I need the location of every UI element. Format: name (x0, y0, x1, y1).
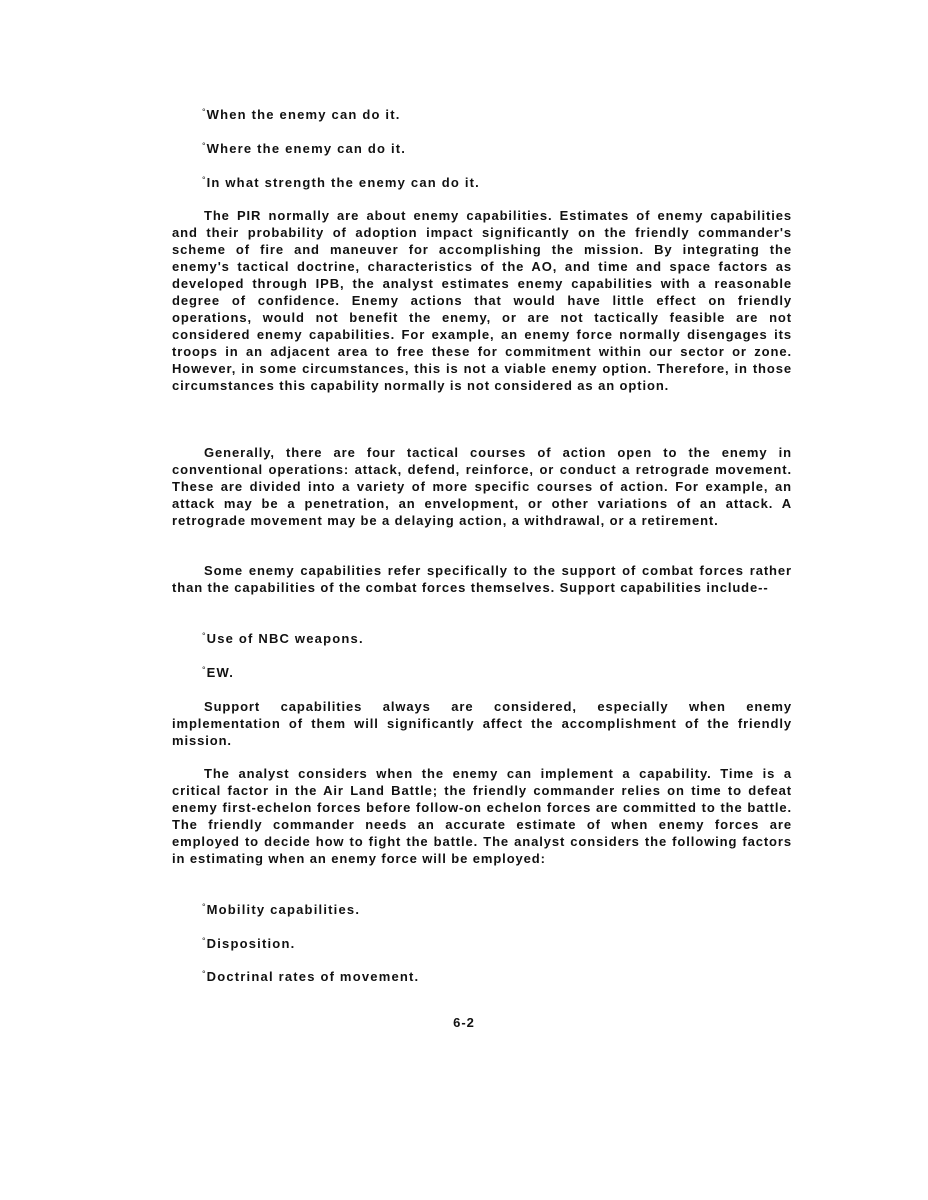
bullet-text: EW. (206, 665, 235, 680)
bullet-item (202, 969, 419, 984)
bullet-item (202, 631, 364, 646)
bullet-text: In what strength the enemy can do it. (206, 175, 480, 190)
degree-bullet-symbol: ° (202, 141, 206, 151)
bullet-item (202, 175, 480, 190)
bullet-item (202, 107, 401, 122)
paragraph-courses-of-action: Generally, there are four tactical courses of action open to the enemy in conventional operations: attack, defend, reinforce, or conduct a retrograde movement. These are divided into a variety of more specific courses of action. For example, an attack may be a penetration, an envelopment, or other variations of an attack. A retrograde movement may be a delaying action, a withdrawal, or a retirement. (172, 445, 792, 528)
bullet-text: Where the enemy can do it. (206, 141, 407, 156)
degree-bullet-symbol: ° (202, 631, 206, 641)
degree-bullet-symbol: ° (202, 175, 206, 185)
bullet-text: When the enemy can do it. (206, 107, 401, 122)
bullet-item (202, 936, 295, 951)
bullet-text: Mobility capabilities. (206, 902, 361, 917)
page-number: 6-2 (453, 1015, 475, 1030)
paragraph-time-factor: The analyst considers when the enemy can implement a capability. Time is a critical factor in the Air Land Battle; the friendly commander relies on time to defeat enemy first-echelon forces before follow-on echelon forces are committed to the battle. The friendly commander needs an accurate estimate of when enemy forces are employed to decide how to fight the battle. The analyst considers the following factors in estimating when an enemy force will be employed: (172, 766, 792, 866)
bullet-item (202, 902, 360, 917)
degree-bullet-symbol: ° (202, 969, 206, 979)
bullet-item (202, 141, 406, 156)
degree-bullet-symbol: ° (202, 665, 206, 675)
degree-bullet-symbol: ° (202, 107, 206, 117)
degree-bullet-symbol: ° (202, 936, 206, 946)
paragraph-support-considered: Support capabilities always are considered, especially when enemy implementation of them will significantly affect the accomplishment of the friendly mission. (172, 699, 792, 748)
bullet-text: Use of NBC weapons. (206, 631, 364, 646)
bullet-item (202, 665, 234, 680)
paragraph-support-capabilities: Some enemy capabilities refer specifically to the support of combat forces rather than the capabilities of the combat forces themselves. Support capabilities include-- (172, 563, 792, 595)
bullet-text: Doctrinal rates of movement. (206, 969, 420, 984)
paragraph-enemy-capabilities: The PIR normally are about enemy capabilities. Estimates of enemy capabilities and their probability of adoption impact significantly on the friendly commander's scheme of fire and maneuver for accomplishing the mission. By integrating the enemy's tactical doctrine, characteristics of the AO, and time and space factors as developed through IPB, the analyst estimates enemy capabilities with a reasonable degree of confidence. Enemy actions that would have little effect on friendly operations, would not benefit the enemy, or are not tactically feasible are not considered enemy capabilities. For example, an enemy force normally disengages its troops in an adjacent area to free these for commitment within our sector or zone. However, in some circumstances, this is not a viable enemy option. Therefore, in those circumstances this capability normally is not considered as an option. (172, 208, 792, 393)
degree-bullet-symbol: ° (202, 902, 206, 912)
bullet-text: Disposition. (206, 936, 296, 951)
